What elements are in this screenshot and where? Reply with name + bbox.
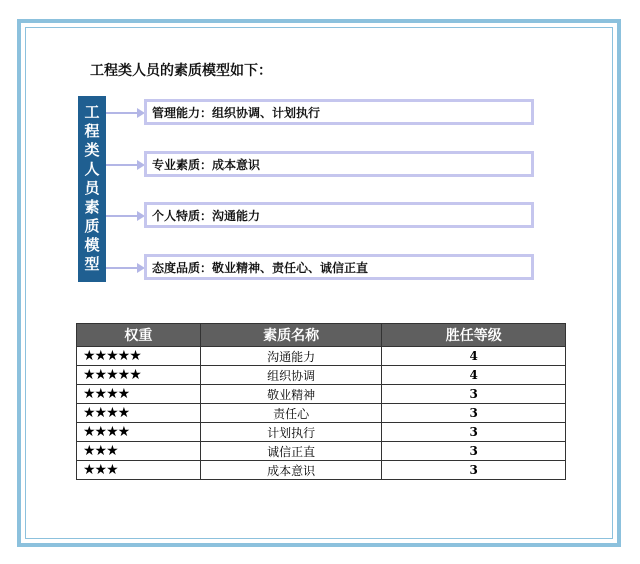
model-sidebar-title: 工程类人员素质模型 <box>82 103 101 275</box>
table-row <box>77 385 566 404</box>
header-name: 素质名称 <box>200 324 382 347</box>
competency-level: 4 <box>382 366 566 385</box>
competency-name: 沟通能力 <box>200 347 382 366</box>
model-box-attitude <box>144 254 534 280</box>
connector-line <box>106 112 138 114</box>
model-box-label: 态度品质： <box>152 260 213 275</box>
weight-stars: ★★★★ <box>77 385 201 404</box>
model-box-value: 沟通能力 <box>212 208 261 223</box>
table-header-row <box>77 324 566 347</box>
competency-level: 3 <box>382 423 566 442</box>
model-box-label: 个人特质： <box>152 208 213 223</box>
model-box-personal <box>144 202 534 228</box>
competency-level: 3 <box>382 442 566 461</box>
table-row <box>77 461 566 480</box>
weight-stars: ★★★★ <box>77 404 201 423</box>
table-row <box>77 442 566 461</box>
weight-stars: ★★★★ <box>77 423 201 442</box>
connector-line <box>106 215 138 217</box>
table-row <box>77 347 566 366</box>
table-row <box>77 366 566 385</box>
competency-level: 3 <box>382 404 566 423</box>
connector-line <box>106 164 138 166</box>
competency-name: 计划执行 <box>200 423 382 442</box>
model-box-professional <box>144 151 534 177</box>
model-box-value: 组织协调、计划执行 <box>212 105 321 120</box>
competency-table <box>76 323 566 480</box>
weight-stars: ★★★★★ <box>77 347 201 366</box>
competency-name: 敬业精神 <box>200 385 382 404</box>
connector-line <box>106 267 138 269</box>
competency-level: 4 <box>382 347 566 366</box>
weight-stars: ★★★ <box>77 442 201 461</box>
model-box-management <box>144 99 534 125</box>
header-level: 胜任等级 <box>382 324 566 347</box>
header-weight: 权重 <box>77 324 201 347</box>
competency-name: 诚信正直 <box>200 442 382 461</box>
competency-name: 责任心 <box>200 404 382 423</box>
page-heading: 工程类人员的素质模型如下： <box>90 63 272 79</box>
weight-stars: ★★★ <box>77 461 201 480</box>
weight-stars: ★★★★★ <box>77 366 201 385</box>
table-row <box>77 404 566 423</box>
competency-level: 3 <box>382 385 566 404</box>
table-row <box>77 423 566 442</box>
competency-name: 组织协调 <box>200 366 382 385</box>
model-box-label: 专业素质： <box>152 157 213 172</box>
model-box-value: 成本意识 <box>212 157 261 172</box>
competency-level: 3 <box>382 461 566 480</box>
model-sidebar <box>78 96 106 282</box>
model-box-label: 管理能力： <box>152 105 213 120</box>
model-box-value: 敬业精神、责任心、诚信正直 <box>212 260 369 275</box>
competency-name: 成本意识 <box>200 461 382 480</box>
